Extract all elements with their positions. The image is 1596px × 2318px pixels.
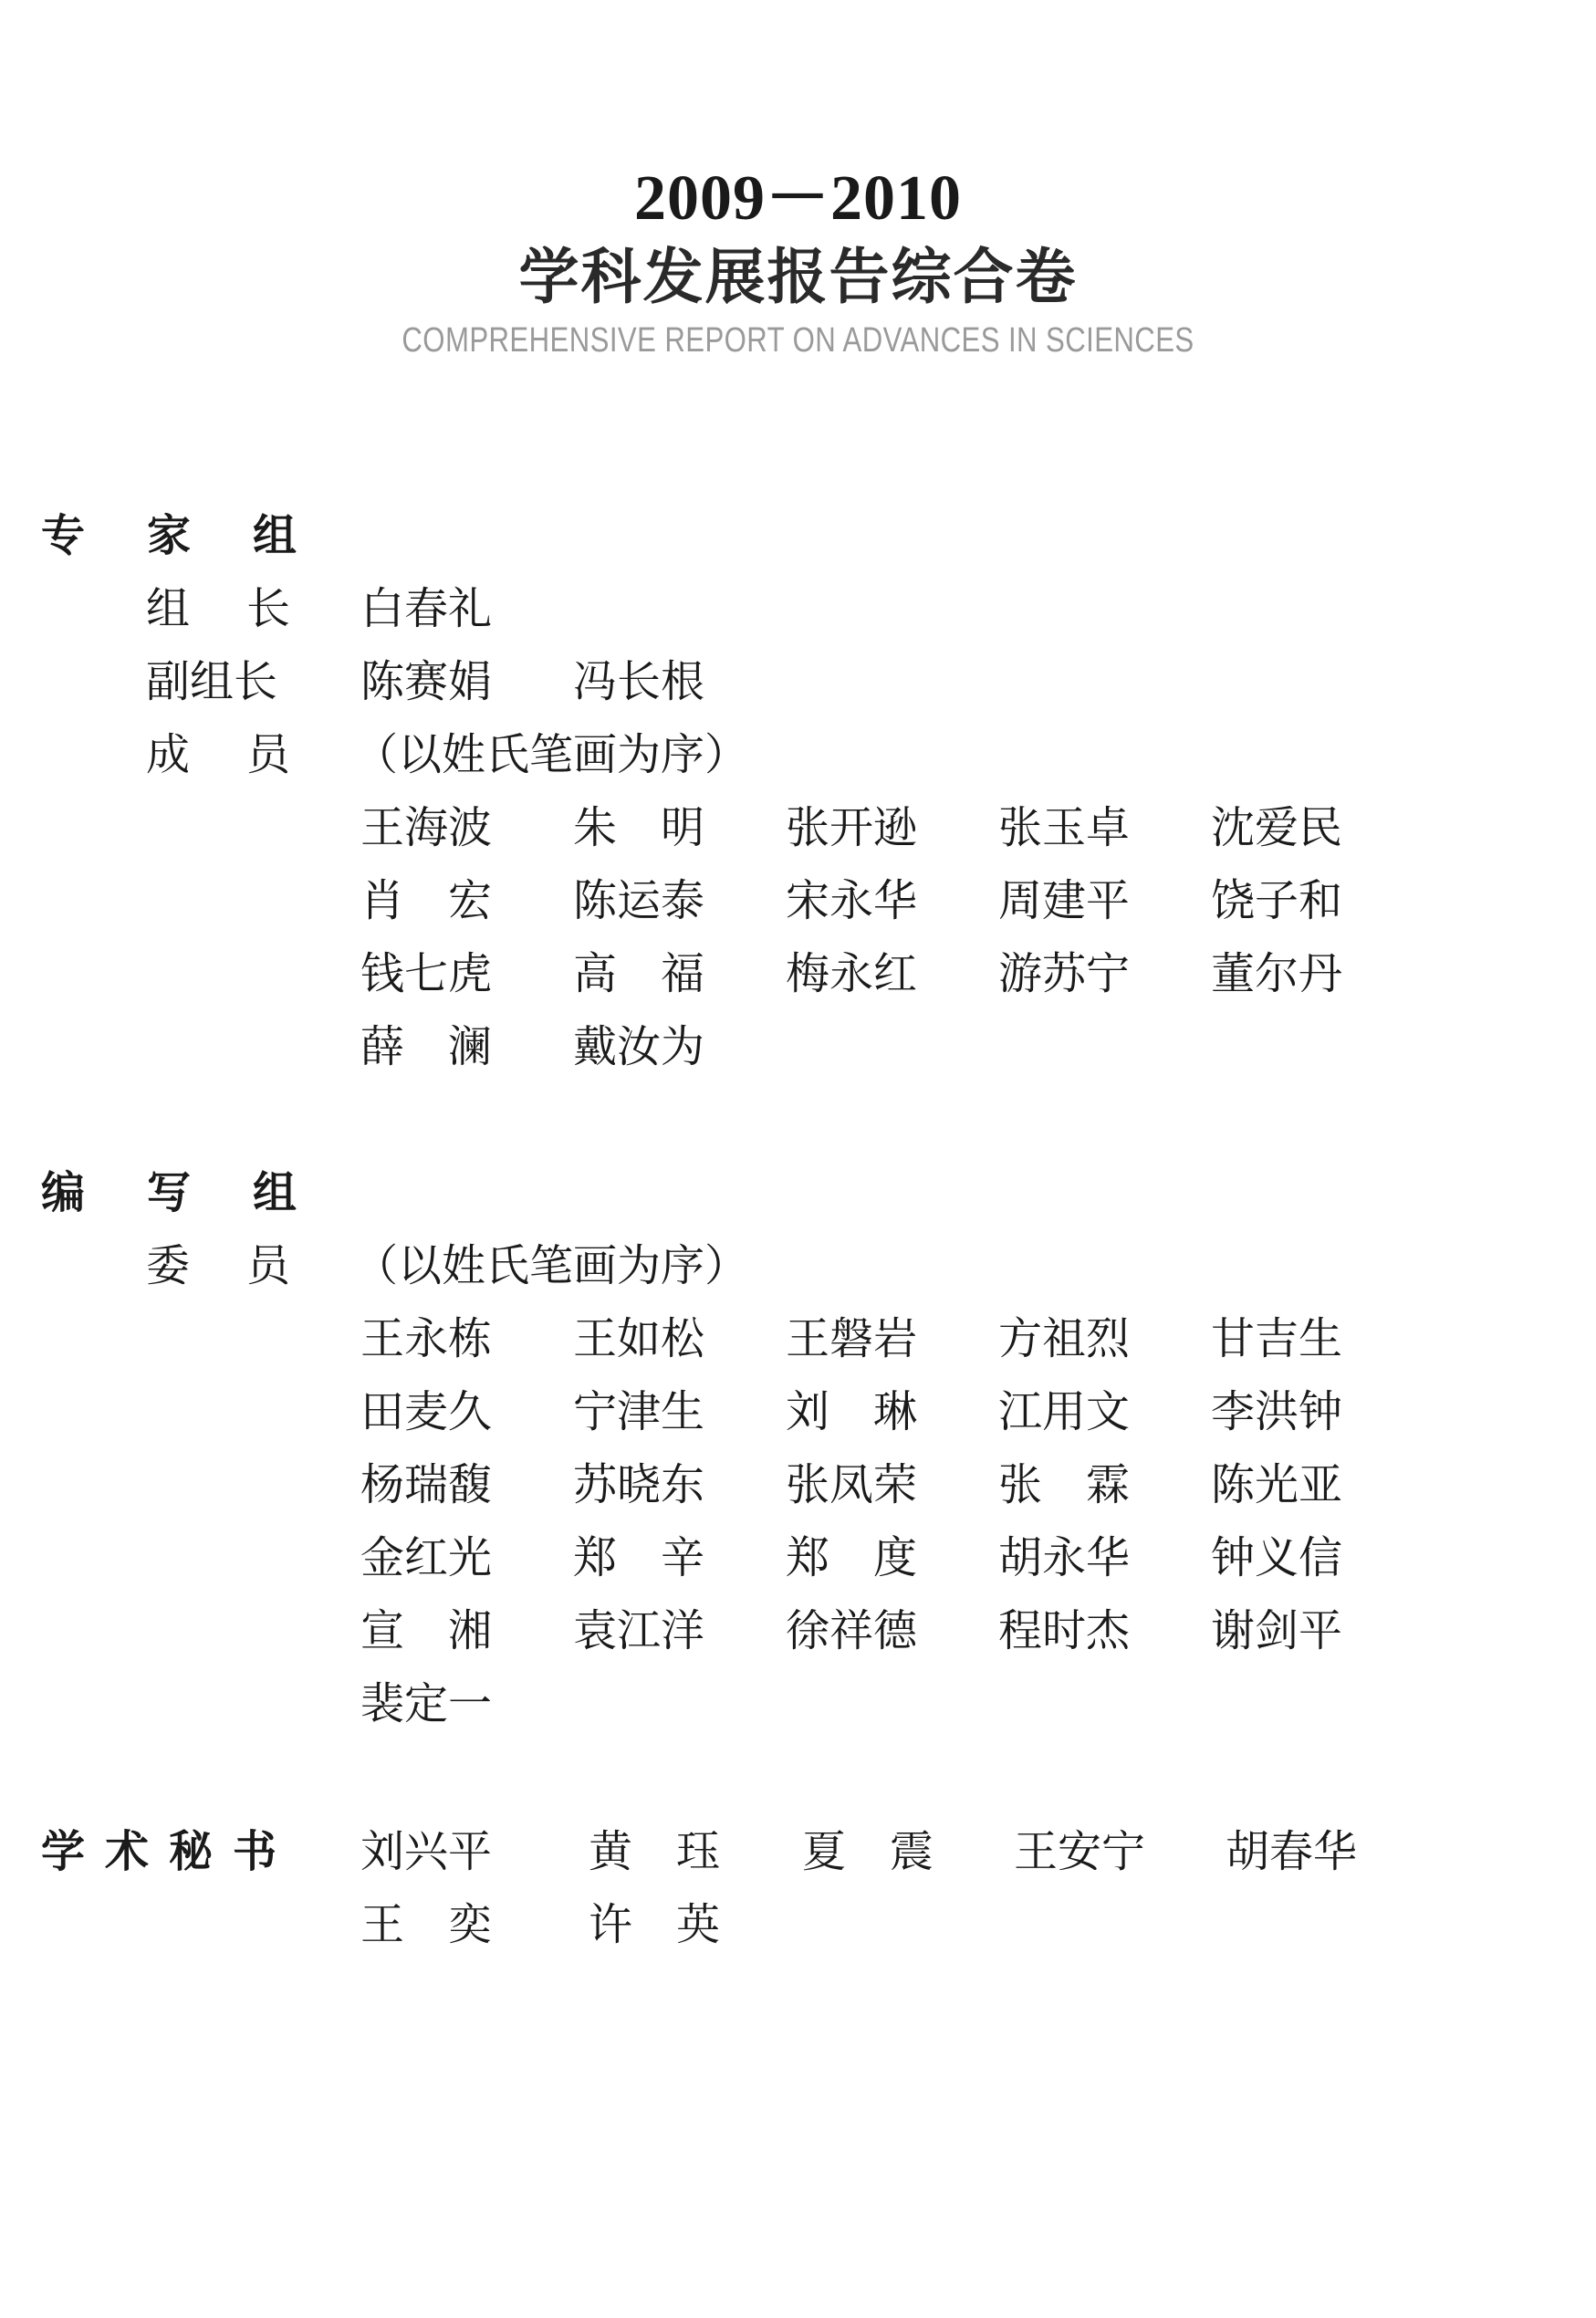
role-char: 成: [146, 729, 191, 780]
deputy-name: 陈赛娟: [360, 656, 493, 707]
secretary-row: [360, 1889, 720, 1952]
heading-char: 家: [147, 510, 192, 561]
title-english: COMPREHENSIVE REPORT ON ADVANCES IN SCIENCES: [402, 321, 1194, 360]
member-name: 薛 澜: [360, 1021, 493, 1072]
secretary-name: 王 奕: [360, 1899, 493, 1950]
title-main: 学科发展报告综合卷: [518, 241, 1078, 312]
member-row: [360, 938, 1424, 1001]
role-char: 组: [146, 583, 191, 634]
committee-name: 刘 琳: [786, 1386, 918, 1437]
deputy-name: 冯长根: [573, 656, 705, 707]
committee-name: 裴定一: [360, 1678, 493, 1729]
committee-row: [360, 1522, 1424, 1585]
committee-name: 杨瑞馥: [360, 1459, 493, 1510]
committee-row: [360, 1595, 1424, 1658]
committee-name: 胡永华: [998, 1532, 1131, 1583]
deputy-line: [360, 646, 786, 709]
member-name: 王海波: [360, 802, 493, 853]
committee-name: 宁津生: [573, 1386, 705, 1437]
leader-role-label: [146, 573, 301, 636]
committee-name: 甘吉生: [1211, 1313, 1343, 1364]
heading-char: 组: [253, 1167, 297, 1218]
member-name: 朱 明: [573, 802, 705, 853]
committee-row: [360, 1449, 1424, 1512]
member-name: 高 福: [573, 948, 705, 999]
members-order-note: （以姓氏笔画为序）: [354, 729, 749, 780]
committee-name: 宣 湘: [360, 1605, 493, 1656]
secretary-name: 许 英: [589, 1899, 721, 1950]
member-name: 钱七虎: [360, 948, 493, 999]
role-char: 委: [146, 1240, 191, 1291]
committee-name: 田麦久: [360, 1386, 493, 1437]
writing-group-heading: [41, 1157, 297, 1220]
leader-name: 白春礼: [360, 583, 493, 634]
member-row: [360, 865, 1424, 928]
title-year: 2009－2010: [634, 163, 962, 234]
secretary-row: [360, 1816, 1357, 1879]
leader-line: [360, 573, 573, 636]
member-name: 宋永华: [786, 875, 918, 926]
committee-order-note: （以姓氏笔画为序）: [354, 1240, 749, 1291]
secretary-name: 刘兴平: [360, 1826, 493, 1877]
member-name: 肖 宏: [360, 875, 493, 926]
committee-name: 谢剑平: [1211, 1605, 1343, 1656]
heading-char: 写: [147, 1167, 192, 1218]
committee-name: 苏晓东: [573, 1459, 705, 1510]
heading-char: 组: [253, 510, 297, 561]
heading-char: 编: [41, 1167, 86, 1218]
committee-row: [360, 1303, 1424, 1366]
secretaries-heading: 学术秘书: [41, 1826, 297, 1877]
members-role-label: [146, 719, 301, 782]
member-name: 梅永红: [786, 948, 918, 999]
expert-group-heading: [41, 500, 297, 563]
committee-row: [360, 1376, 1424, 1439]
deputy-role-label: 副组长: [146, 656, 278, 707]
role-char: 长: [246, 583, 291, 634]
committee-name: 方祖烈: [998, 1313, 1131, 1364]
committee-name: 徐祥德: [786, 1605, 918, 1656]
member-row: [360, 792, 1424, 855]
committee-name: 张凤荣: [786, 1459, 918, 1510]
member-name: 游苏宁: [998, 948, 1131, 999]
secretary-name: 黄 珏: [589, 1826, 721, 1877]
committee-name: 金红光: [360, 1532, 493, 1583]
committee-name: 陈光亚: [1211, 1459, 1343, 1510]
member-name: 张玉卓: [998, 802, 1131, 853]
member-name: 董尔丹: [1211, 948, 1343, 999]
secretary-name: 胡春华: [1226, 1826, 1358, 1877]
committee-name: 郑 度: [786, 1532, 918, 1583]
committee-name: 张 霖: [998, 1459, 1131, 1510]
committee-name: 袁江洋: [573, 1605, 705, 1656]
committee-name: 王永栋: [360, 1313, 493, 1364]
member-name: 戴汝为: [573, 1021, 705, 1072]
member-name: 张开逊: [786, 802, 918, 853]
committee-name: 王磐岩: [786, 1313, 918, 1364]
committee-name: 郑 辛: [573, 1532, 705, 1583]
committee-role-label: [146, 1230, 301, 1293]
committee-name: 钟义信: [1211, 1532, 1343, 1583]
member-row: [360, 1011, 786, 1074]
committee-name: 江用文: [998, 1386, 1131, 1437]
member-name: 饶子和: [1211, 875, 1343, 926]
member-name: 陈运泰: [573, 875, 705, 926]
secretary-name: 王安宁: [1014, 1826, 1146, 1877]
committee-name: 李洪钟: [1211, 1386, 1343, 1437]
member-name: 沈爱民: [1211, 802, 1343, 853]
committee-name: 王如松: [573, 1313, 705, 1364]
secretary-name: 夏 震: [802, 1826, 934, 1877]
heading-char: 专: [41, 510, 86, 561]
member-name: 周建平: [998, 875, 1131, 926]
role-char: 员: [246, 1240, 291, 1291]
role-char: 员: [246, 729, 291, 780]
committee-row: [360, 1668, 573, 1731]
committee-name: 程时杰: [998, 1605, 1131, 1656]
